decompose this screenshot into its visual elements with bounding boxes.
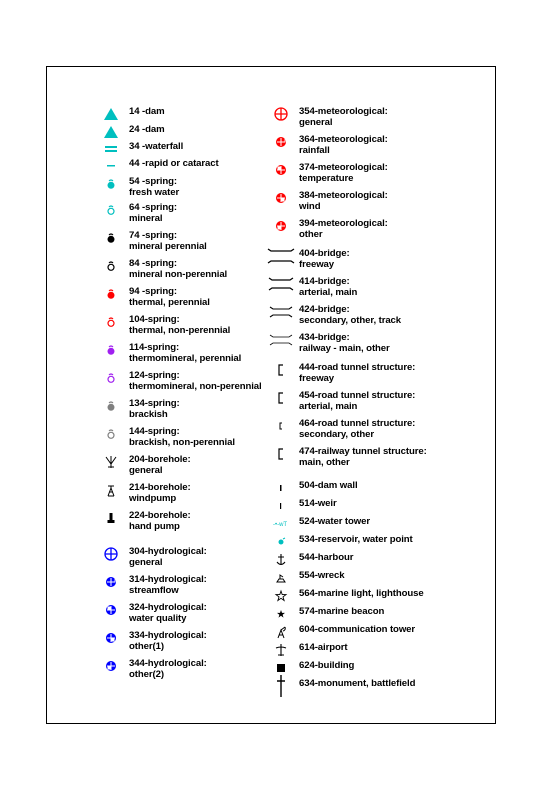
legend-label-line: 334-hydrological: [129,630,207,641]
legend-label-line: other [299,228,323,240]
legend-label-line: 614-airport [299,642,348,653]
communication-tower-icon [271,625,291,639]
building-icon [271,661,291,675]
legend-label-line: mineral non-perennial [129,268,228,280]
reservoir-icon [271,535,291,549]
legend-label-line: 434-bridge: [299,332,350,343]
tunnel-bracket-icon [271,363,291,377]
legend-label [299,163,388,184]
legend-label-line: thermal, non-perennial [129,324,231,336]
legend-label [129,659,207,680]
bridge-secondary-icon [271,305,291,319]
triangle-cyan-icon [101,107,121,121]
legend-label-line: arterial, main [299,286,358,298]
legend-label [299,625,415,636]
tunnel-small-bracket-icon [271,419,291,433]
spring-outline-icon [101,203,121,217]
legend-label [129,287,210,308]
spring-filled-icon [101,177,121,191]
legend-label-line: 324-hydrological: [129,602,207,613]
legend-label [129,125,165,136]
legend-label-line: thermal, perennial [129,296,210,308]
legend-label-line: 214-borehole: [129,482,191,493]
legend-label-line: other(1) [129,640,164,652]
legend-label-line: 104-spring: [129,314,180,325]
legend-label [129,315,230,336]
legend-label [299,135,388,156]
legend-label-line: brackish, non-perennial [129,436,235,448]
spring-filled-icon [101,343,121,357]
legend-label [129,259,227,280]
legend-label [129,159,219,170]
legend-label-line: mineral [129,212,163,224]
legend-label [299,419,415,440]
legend-label [129,603,207,624]
legend-label-line: 24 -dam [129,124,165,135]
monument-icon [271,679,291,693]
hydro-other1-icon [101,631,121,645]
legend-label [129,427,235,448]
legend-label-line: 524-water tower [299,516,371,527]
spring-filled-icon [101,231,121,245]
legend-label-line: 204-borehole: [129,454,191,465]
legend-sheet [46,66,496,724]
meteo-general-icon [271,107,291,121]
spring-filled-icon [101,399,121,413]
svg-text:-•-wT: -•-wT [273,522,288,528]
star-outline-icon [271,589,291,603]
legend-label [129,203,177,224]
legend-label [129,399,180,420]
bridge-arterial-icon [271,277,291,291]
tunnel-bracket-icon [271,447,291,461]
legend-label-line: 544-harbour [299,552,354,563]
legend-label [129,547,207,568]
legend-label-line: windpump [129,492,177,504]
legend-label-line: 64 -spring: [129,202,177,213]
legend-label-line: thermomineral, perennial [129,352,242,364]
spring-outline-icon [101,259,121,273]
legend-label-line: main, other [299,456,350,468]
meteo-other-icon [271,219,291,233]
legend-label-line: 464-road tunnel structure: [299,418,416,429]
legend-label-line: 504-dam wall [299,480,358,491]
spring-outline-icon [101,315,121,329]
legend-label-line: 474-railway tunnel structure: [299,446,427,457]
legend-label [299,679,415,690]
legend-label-line: mineral perennial [129,240,207,252]
dam-wall-icon [271,481,291,495]
hydro-quality-icon [101,603,121,617]
legend-label-line: general [299,116,333,128]
legend-label-line: wind [299,200,321,212]
legend-label [129,142,183,153]
legend-label-line: 94 -spring: [129,286,177,297]
legend-label-line: 604-communication tower [299,624,416,635]
legend-label [299,447,427,468]
tunnel-bracket-icon [271,391,291,405]
legend-label-line: general [129,556,163,568]
legend-label [129,455,191,476]
legend-label-line: freeway [299,372,335,384]
airport-icon [271,643,291,657]
single-bar-icon [101,159,121,173]
legend-label-line: secondary, other, track [299,314,402,326]
anchor-icon [271,553,291,567]
legend-label-line: 624-building [299,660,355,671]
legend-label-line: 404-bridge: [299,248,350,259]
legend-label-line: other(2) [129,668,164,680]
triangle-cyan-icon [101,125,121,139]
meteo-wind-icon [271,191,291,205]
legend-label-line: 384-meteorological: [299,190,388,201]
legend-label-line: 454-road tunnel structure: [299,390,416,401]
hydro-general-icon [101,547,121,561]
legend-label-line: 304-hydrological: [129,546,207,557]
legend-label-line: 74 -spring: [129,230,177,241]
legend-label-line: hand pump [129,520,180,532]
legend-label [299,333,390,354]
legend-label-line: 364-meteorological: [299,134,388,145]
legend-label [299,517,370,528]
legend-label [129,343,241,364]
legend-label [299,363,415,384]
legend-label-line: 554-wreck [299,570,345,581]
legend-label [129,483,191,504]
star-small-icon [271,607,291,621]
legend-label-line: 34 -waterfall [129,141,184,152]
weir-icon [271,499,291,513]
borehole-general-icon [101,455,121,469]
legend-label-line: 54 -spring: [129,176,177,187]
legend-label-line: fresh water [129,186,180,198]
legend-label [129,511,191,532]
legend-label-line: 14 -dam [129,106,165,117]
legend-label-line: 354-meteorological: [299,106,388,117]
legend-label-line: 224-borehole: [129,510,191,521]
legend-label-line: 634-monument, battlefield [299,678,416,689]
wreck-icon [271,571,291,585]
legend-label-line: 414-bridge: [299,276,350,287]
meteo-temperature-icon [271,163,291,177]
legend-label-line: 394-meteorological: [299,218,388,229]
legend-label [299,481,358,492]
legend-label-line: brackish [129,408,168,420]
legend-label [299,249,350,270]
legend-label-line: arterial, main [299,400,358,412]
legend-label [299,607,384,618]
legend-label-line: 424-bridge: [299,304,350,315]
double-bar-icon [101,142,121,156]
legend-label-line: 514-weir [299,498,337,509]
legend-label-line: water quality [129,612,187,624]
legend-label [129,631,207,652]
legend-label-line: 134-spring: [129,398,180,409]
legend-label-line: 124-spring: [129,370,180,381]
spring-filled-icon [101,287,121,301]
legend-label-line: temperature [299,172,354,184]
legend-label [299,571,345,582]
legend-label-line: 574-marine beacon [299,606,385,617]
legend-label-line: 534-reservoir, water point [299,534,413,545]
legend-label [129,231,207,252]
legend-label-line: 314-hydrological: [129,574,207,585]
meteo-rainfall-icon [271,135,291,149]
spring-outline-icon [101,427,121,441]
legend-label-line: streamflow [129,584,179,596]
legend-label [299,661,354,672]
hydro-other2-icon [101,659,121,673]
legend-label [129,107,165,118]
legend-label [299,277,357,298]
bridge-freeway-icon [271,249,291,263]
legend-label [299,391,415,412]
legend-label [299,107,388,128]
legend-label-line: 114-spring: [129,342,180,353]
legend-label [299,191,388,212]
legend-label-line: 374-meteorological: [299,162,388,173]
legend-label-line: 344-hydrological: [129,658,207,669]
legend-label-line: general [129,464,163,476]
legend-label-line: secondary, other [299,428,374,440]
legend-label-line: 564-marine light, lighthouse [299,588,424,599]
legend-label [299,219,388,240]
hand-pump-icon [101,511,121,525]
legend-label-line: freeway [299,258,335,270]
legend-label-line: thermomineral, non-perennial [129,380,262,392]
spring-outline-icon [101,371,121,385]
legend-label-line: rainfall [299,144,330,156]
legend-label-line: 144-spring: [129,426,180,437]
water-tower-icon [271,517,291,531]
windpump-icon [101,483,121,497]
legend-label [129,371,262,392]
hydro-streamflow-icon [101,575,121,589]
legend-label [299,643,348,654]
legend-label [299,499,337,510]
legend-label-line: 84 -spring: [129,258,177,269]
legend-label [129,575,207,596]
legend-label-line: railway - main, other [299,342,390,354]
bridge-railway-icon [271,333,291,347]
legend-label-line: 444-road tunnel structure: [299,362,416,373]
legend-label [299,535,413,546]
legend-label [299,589,424,600]
legend-label [129,177,179,198]
legend-label [299,305,401,326]
legend-label [299,553,353,564]
legend-label-line: 44 -rapid or cataract [129,158,219,169]
